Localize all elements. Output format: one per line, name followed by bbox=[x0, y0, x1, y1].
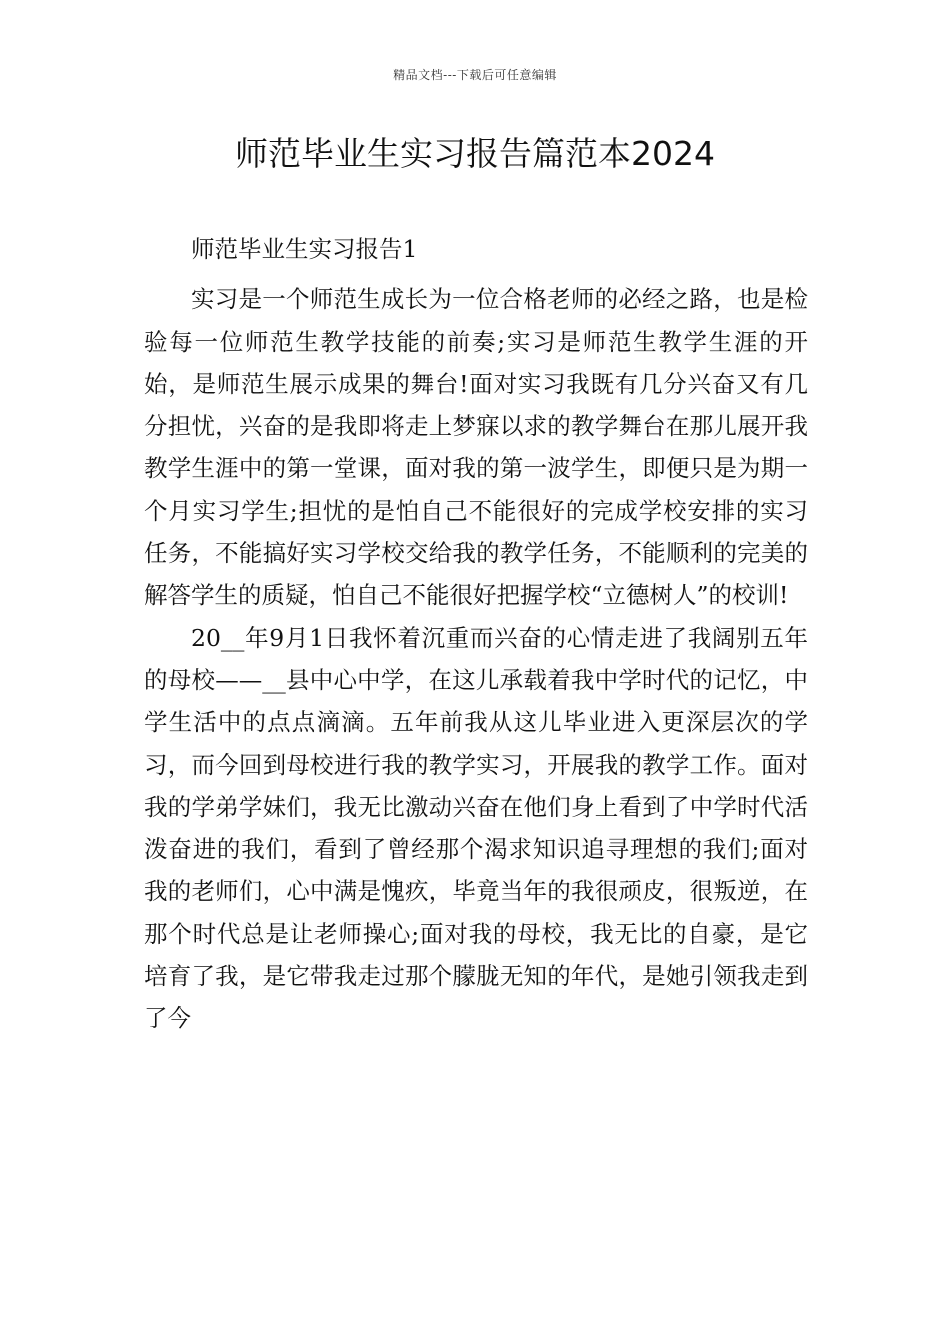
paragraph-1: 实习是一个师范生成长为一位合格老师的必经之路，也是检验每一位师范生教学技能的前奏;实习是师范生教学生涯的开始，是师范生展示成果的舞台!面对实习我既有几分兴奋又有几分担忧，兴奋的是我即将走上梦寐以求的教学舞台在那儿展开我教学生涯中的第一堂课，面对我的第一波学生，即便只是为期一个月实习学生;担忧的是怕自己不能很好的完成学校安排的实习任务，不能搞好实习学校交给我的教学任务，不能顺利的完美的解答学生的质疑，怕自己不能很好把握学校“立德树人”的校训! bbox=[144, 285, 808, 610]
document-body bbox=[144, 228, 808, 1040]
paragraph-2: 20__年9月1日我怀着沉重而兴奋的心情走进了我阔别五年的母校——__县中心中学，在这儿承载着我中学时代的记忆，中学生活中的点点滴滴。五年前我从这儿毕业进入更深层次的学习，而今回到母校进行我的教学实习，开展我的教学工作。面对我的学弟学妹们，我无比激动兴奋在他们身上看到了中学时代活泼奋进的我们，看到了曾经那个渴求知识追寻理想的我们;面对我的老师们，心中满是愧疚，毕竟当年的我很顽皮，很叛逆，在那个时代总是让老师操心;面对我的母校，我无比的自豪，是它培育了我，是它带我走过那个朦胧无知的年代，是她引领我走到了今 bbox=[144, 623, 808, 1033]
document-title: 师范毕业生实习报告篇范本2024 bbox=[235, 134, 715, 173]
page-header: 精品文档---下载后可任意编辑 bbox=[393, 68, 557, 82]
section-heading: 师范毕业生实习报告1 bbox=[191, 235, 418, 263]
